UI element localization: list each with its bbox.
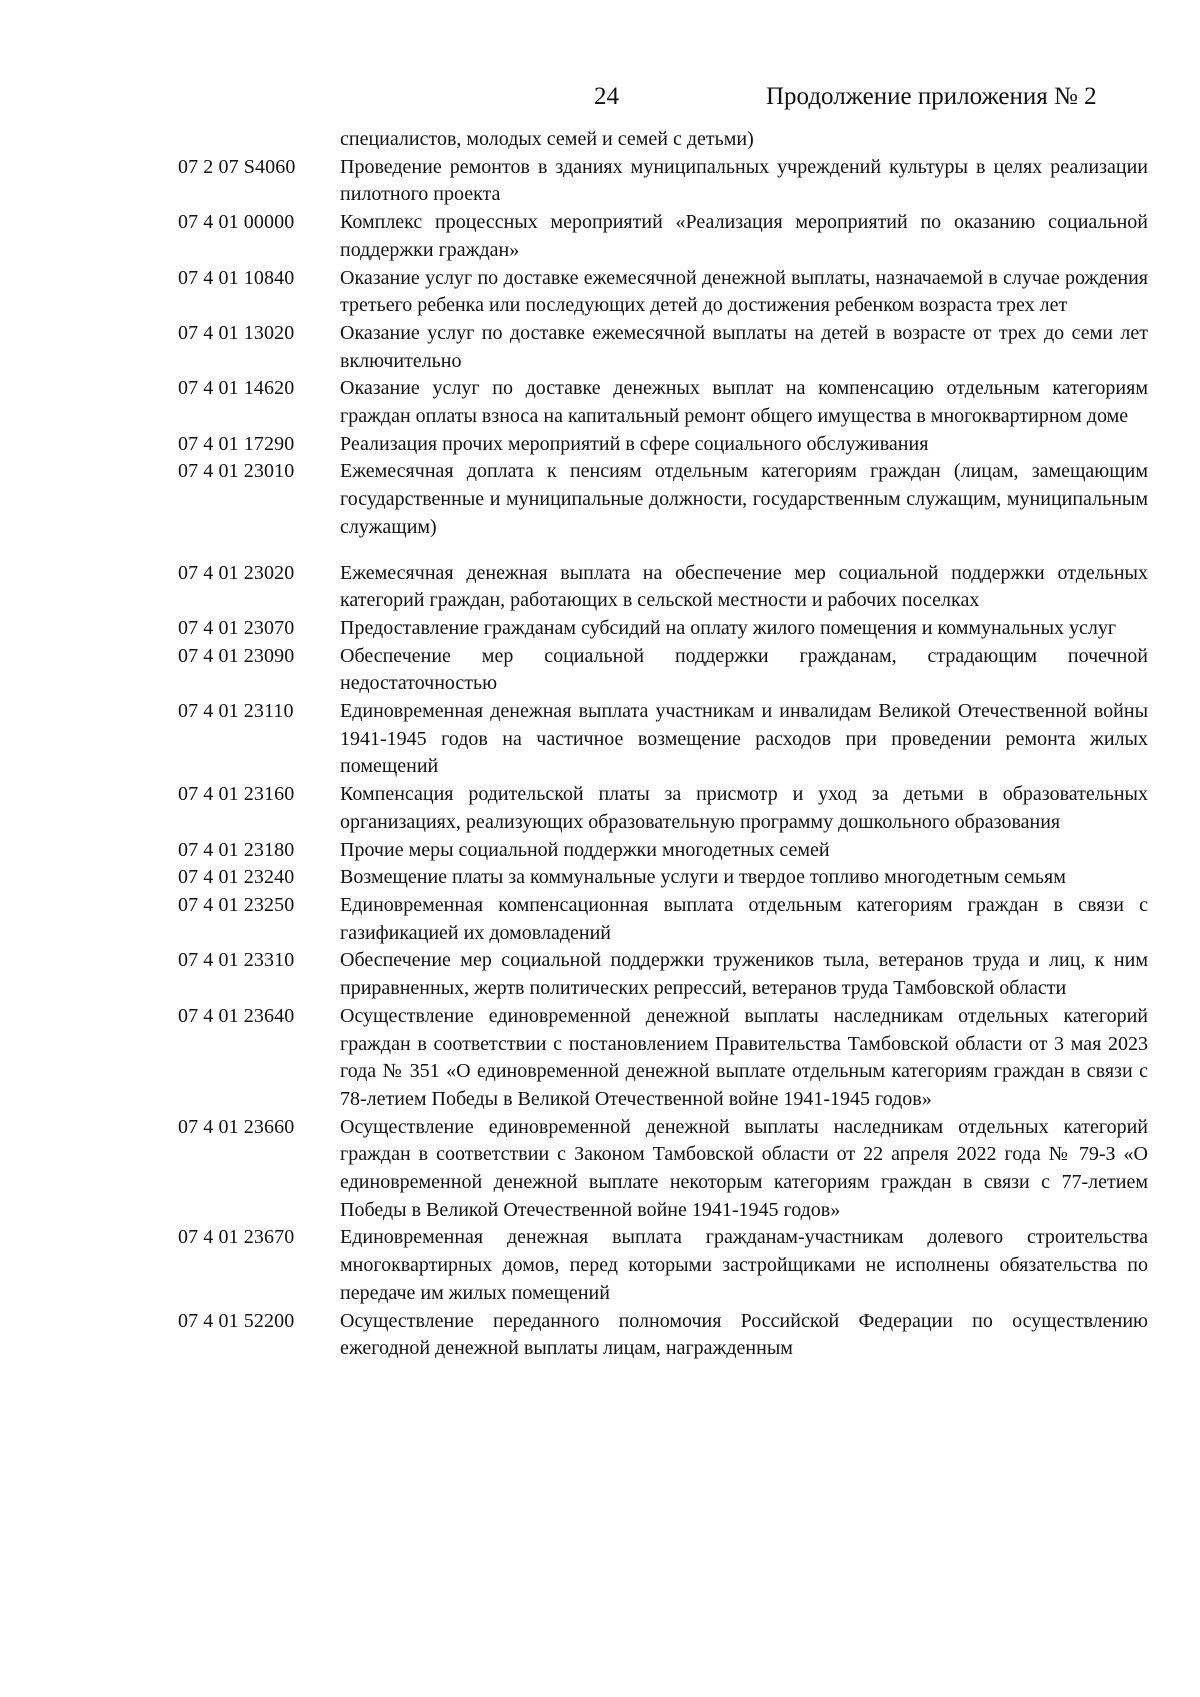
row-description: Оказание услуг по доставке денежных выплат на компенсацию отдельным категориям граждан оплаты взноса на капитальный ремонт общего имущества в многоквартирном доме (340, 377, 1148, 428)
row-code: 07 4 01 23240 (178, 866, 295, 889)
row-code: 07 4 01 23090 (178, 644, 295, 667)
row-code: 07 4 01 23020 (178, 561, 295, 584)
row-code: 07 4 01 23640 (178, 1004, 295, 1027)
row-code: 07 4 01 23160 (178, 783, 295, 806)
row-description: Осуществление единовременной денежной выплаты наследникам отдельных категорий граждан в соответствии с постановлением Правительства Тамбовской области от 3 мая 2023 года № 351 «О единовременной денежной выплате отдельным категориям граждан в связи с 78-летием Победы в Великой Отечественной войне 1941-1945 годов» (340, 1004, 1148, 1110)
row-description: Оказание услуг по доставке ежемесячной денежной выплаты, назначаемой в случае рождения третьего ребенка или последующих детей до достижения ребенком возраста трех лет (340, 266, 1148, 317)
row-description: Осуществление единовременной денежной выплаты наследникам отдельных категорий граждан в соответствии с Законом Тамбовской области от 22 апреля 2022 года № 79-З «О единовременной денежной выплате некоторым категориям граждан в связи с 77-летием Победы в Великой Отечественной войне 1941-1945 годов» (340, 1115, 1148, 1221)
row-description: Компенсация родительской платы за присмотр и уход за детьми в образовательных организациях, реализующих образовательную программу дошкольного образования (340, 783, 1148, 833)
row-description: Комплекс процессных мероприятий «Реализация мероприятий по оказанию социальной поддержки граждан» (340, 211, 1148, 261)
row-code: 07 4 01 10840 (178, 266, 295, 289)
row-code: 07 4 01 23250 (178, 893, 295, 916)
row-code: 07 4 01 23070 (178, 616, 295, 639)
row-description: Ежемесячная доплата к пенсиям отдельным категориям граждан (лицам, замещающим государственные и муниципальные должности, государственным служащим, муниципальным служащим) (340, 460, 1148, 538)
row-code: 07 4 01 23310 (178, 949, 295, 972)
row-code: 07 4 01 00000 (178, 211, 295, 234)
row-description: Проведение ремонтов в зданиях муниципальных учреждений культуры в целях реализации пилотного проекта (340, 155, 1148, 206)
list-row (178, 375, 1148, 430)
list-row (178, 698, 1148, 781)
row-description: Обеспечение мер социальной поддержки гражданам, страдающим почечной недостаточностью (340, 644, 1148, 695)
list-row (178, 1003, 1148, 1114)
list-row (178, 837, 1148, 865)
list-row (178, 154, 1148, 209)
row-description: Единовременная денежная выплата гражданам-участникам долевого строительства многоквартирных домов, перед которыми застройщиками не исполнены обязательства по передаче им жилых помещений (340, 1226, 1148, 1304)
list-row (178, 458, 1148, 541)
row-description: Предоставление гражданам субсидий на оплату жилого помещения и коммунальных услуг (340, 616, 1117, 639)
list-row (178, 643, 1148, 698)
list-row (178, 431, 1148, 459)
list-row (178, 320, 1148, 375)
row-code: 07 4 01 52200 (178, 1309, 295, 1332)
list-row (178, 1308, 1148, 1363)
row-code: 07 4 01 17290 (178, 432, 295, 455)
row-code: 07 4 01 23180 (178, 838, 295, 861)
row-description: Возмещение платы за коммунальные услуги и твердое топливо многодетным семьям (340, 866, 1066, 889)
appendix-continuation-title: Продолжение приложения № 2 (766, 83, 1097, 110)
row-code: 07 2 07 S4060 (178, 155, 296, 178)
row-description: Осуществление переданного полномочия Российской Федерации по осуществлению ежегодной денежной выплаты лицам, награжденным (340, 1309, 1148, 1360)
page-number: 24 (594, 83, 619, 110)
list-row (178, 126, 1148, 154)
budget-code-list (178, 126, 1148, 1363)
row-description: Оказание услуг по доставке ежемесячной выплаты на детей в возрасте от трех до семи лет включительно (340, 321, 1148, 372)
list-row (178, 864, 1148, 892)
row-code: 07 4 01 23670 (178, 1226, 295, 1249)
list-row (178, 615, 1148, 643)
row-code: 07 4 01 23660 (178, 1115, 295, 1138)
list-row (178, 1114, 1148, 1225)
list-row (178, 947, 1148, 1002)
row-code: 07 4 01 13020 (178, 321, 295, 344)
list-row (178, 1224, 1148, 1307)
list-row (178, 892, 1148, 947)
row-code: 07 4 01 23010 (178, 460, 295, 483)
list-row (178, 781, 1148, 836)
list-row (178, 209, 1148, 264)
row-description: Ежемесячная денежная выплата на обеспечение мер социальной поддержки отдельных категорий граждан, работающих в сельской местности и рабочих поселках (340, 561, 1148, 612)
row-code: 07 4 01 23110 (178, 700, 294, 723)
row-description: Реализация прочих мероприятий в сфере социального обслуживания (340, 432, 929, 455)
list-row (178, 265, 1148, 320)
row-description: Единовременная компенсационная выплата отдельным категориям граждан в связи с газификацией их домовладений (340, 893, 1148, 944)
row-code: 07 4 01 14620 (178, 377, 295, 400)
row-description: Единовременная денежная выплата участникам и инвалидам Великой Отечественной войны 1941-1945 годов на частичное возмещение расходов при проведении ремонта жилых помещений (340, 700, 1148, 778)
list-row (178, 560, 1148, 615)
row-description: Прочие меры социальной поддержки многодетных семей (340, 838, 830, 861)
row-description: Обеспечение мер социальной поддержки тружеников тыла, ветеранов труда и лиц, к ним приравненных, жертв политических репрессий, ветеранов труда Тамбовской области (340, 949, 1148, 1000)
row-description: специалистов, молодых семей и семей с детьми) (340, 128, 754, 150)
